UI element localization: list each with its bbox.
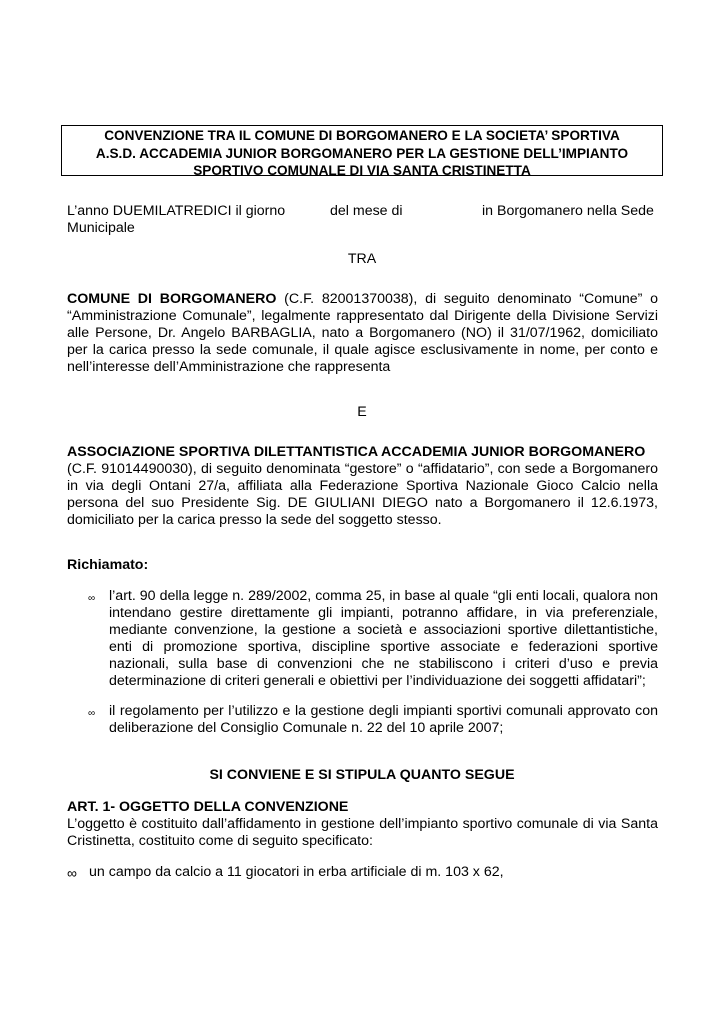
comune-text: (C.F. 82001370038), di seguito denominato “Comune” o “Amministrazione Comunale”, legalmente rappresentato dal Dirigente della Divisione Servizi alle Persone, Dr. Angelo BARBAGLIA, nato a Borgomanero (NO) il 31/07/1962, domiciliato per la carica presso la sede comunale, il quale agisce esclusivamente in nome, per conto e nell’interesse dell’Amministrazione che rappresenta [67,291,658,376]
art1-item-1: un campo da calcio a 11 giocatori in erba artificiale di m. 103 x 62, [89,864,504,880]
comune-paragraph [67,291,658,376]
art1-heading: ART. 1- OGGETTO DELLA CONVENZIONE [67,799,349,815]
tra-label: TRA [347,251,377,267]
richiamato-heading: Richiamato: [67,557,149,573]
richiamato-item-1: l’art. 90 della legge n. 289/2002, comma 25, in base al quale “gli enti locali, qualora non intendano gestire direttamente gli impianti, potranno affidare, in via preferenziale, mediante convenzione, la gestione a società e associazioni sportive dilettantistiche, enti di promozione sportiva, discipline sportive associate e federazioni sportive nazionali, sulla base di convenzioni che ne stabiliscono i criteri d’uso e previa determinazione di criteri generali e obiettivi per l’individuazione dei soggetti affidatari”; [109,588,658,690]
intro-part-3: in Borgomanero nella Sede [482,203,654,219]
e-label: E [357,404,367,420]
title-line-1: CONVENZIONE TRA IL COMUNE DI BORGOMANERO E LA SOCIETA’ SPORTIVA [104,128,620,143]
si-conviene-heading: SI CONVIENE E SI STIPULA QUANTO SEGUE [209,767,515,783]
associazione-name: ASSOCIAZIONE SPORTIVA DILETTANTISTICA ACCADEMIA JUNIOR BORGOMANERO [67,444,646,460]
intro-part-1: L’anno DUEMILATREDICI il giorno [67,203,286,219]
comune-name: COMUNE DI BORGOMANERO [67,291,277,307]
intro-part-4: Municipale [67,220,135,236]
associazione-text: (C.F. 91014490030), di seguito denominata “gestore” o “affidatario”, con sede a Borgomanero in via degli Ontani 27/a, affiliata alla Federazione Sportiva Nazionale Gioco Calcio nella persona del suo Presidente Sig. DE GIULIANI DIEGO nato a Borgomanero il 12.6.1973, domiciliato per la carica presso la sede del soggetto stesso. [67,461,658,529]
art1-text: L’oggetto è costituito dall’affidamento in gestione dell’impianto sportivo comunale di via Santa Cristinetta, costituito come di seguito specificato: [67,816,658,850]
richiamato-item-2: il regolamento per l’utilizzo e la gestione degli impianti sportivi comunali approvato con deliberazione del Consiglio Comunale n. 22 del 10 aprile 2007; [109,703,658,737]
bullet-icon: ∞ [88,708,96,719]
bullet-icon: ∞ [67,865,77,881]
title-line-2: A.S.D. ACCADEMIA JUNIOR BORGOMANERO PER LA GESTIONE DELL’IMPIANTO [95,145,629,161]
bullet-icon: ∞ [88,593,96,604]
title-box [61,125,663,176]
title-line-3: SPORTIVO COMUNALE DI VIA SANTA CRISTINETTA [193,163,531,178]
intro-part-2: del mese di [330,203,403,219]
